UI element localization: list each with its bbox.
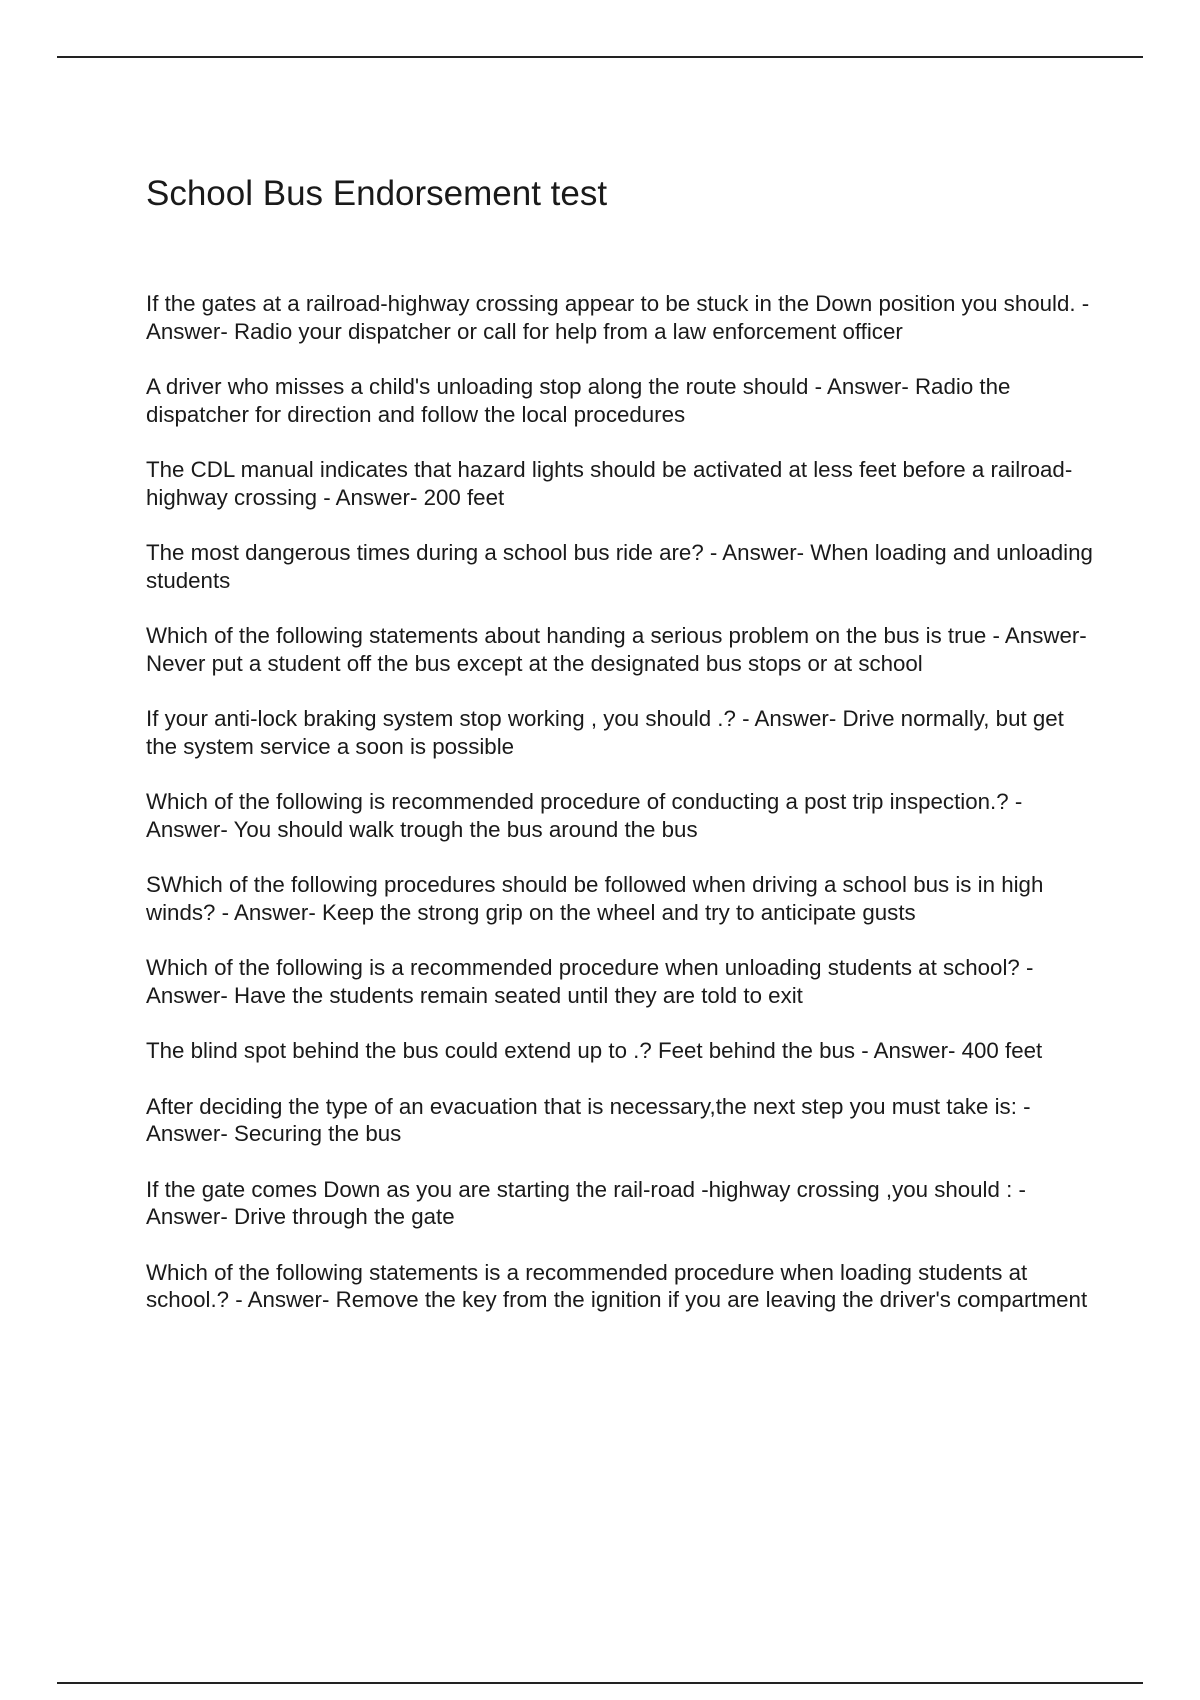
question-answer-item: If your anti-lock braking system stop working , you should .? - Answer- Drive normally, but get the system service a soon is possible: [146, 706, 1064, 759]
question-answer-item: If the gates at a railroad-highway crossing appear to be stuck in the Down position you should. - Answer- Radio your dispatcher or call for help from a law enforcement officer: [146, 291, 1090, 344]
footer-rule: [57, 1682, 1143, 1684]
question-answer-item: Which of the following is a recommended procedure when unloading students at school? - Answer- Have the students remain seated until they are told to exit: [146, 955, 1034, 1008]
question-answer-item: The blind spot behind the bus could extend up to .? Feet behind the bus - Answer- 400 feet: [146, 1038, 1043, 1063]
question-answer-item: A driver who misses a child's unloading stop along the route should - Answer- Radio the dispatcher for direction and follow the local procedures: [146, 374, 1011, 427]
question-answer-item: After deciding the type of an evacuation that is necessary,the next step you must take is: - Answer- Securing the bus: [146, 1093, 1031, 1146]
question-answer-item: Which of the following statements about handing a serious problem on the bus is true - Answer- Never put a student off the bus except at the designated bus stops or at school: [146, 623, 1087, 676]
question-answer-item: The most dangerous times during a school bus ride are? - Answer- When loading and unloading students: [146, 540, 1093, 593]
question-answer-list: [146, 290, 1096, 1342]
question-answer-item: Which of the following statements is a recommended procedure when loading students at school.? - Answer- Remove the key from the ignition if you are leaving the driver's compartment: [146, 1259, 1088, 1312]
header-rule: [57, 56, 1143, 58]
question-answer-item: The CDL manual indicates that hazard lights should be activated at less feet before a railroad-highway crossing - Answer- 200 feet: [146, 457, 1073, 510]
question-answer-item: Which of the following is recommended procedure of conducting a post trip inspection.? - Answer- You should walk trough the bus around the bus: [146, 789, 1023, 842]
question-answer-item: If the gate comes Down as you are starting the rail-road -highway crossing ,you should : - Answer- Drive through the gate: [146, 1176, 1026, 1229]
document-title: School Bus Endorsement test: [146, 174, 608, 213]
question-answer-item: SWhich of the following procedures should be followed when driving a school bus is in high winds? - Answer- Keep the strong grip on the wheel and try to anticipate gusts: [146, 872, 1044, 925]
